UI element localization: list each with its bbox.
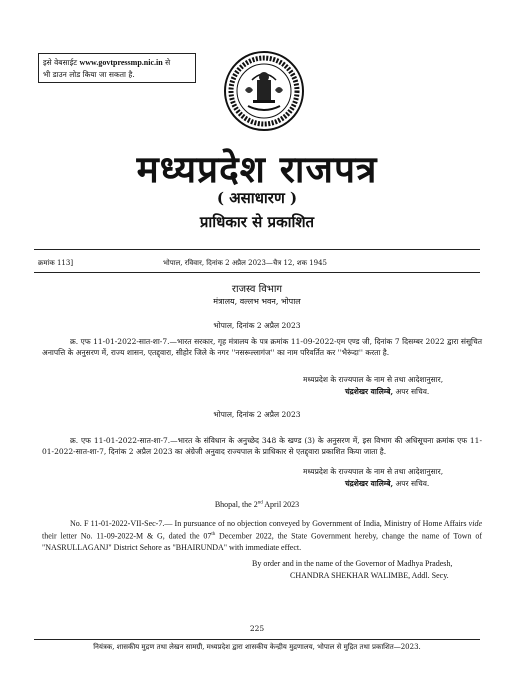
notice2-sign-line: मध्यप्रदेश के राज्यपाल के नाम से तथा आदेशानुसार, xyxy=(303,467,444,476)
state-emblem-icon xyxy=(223,50,305,132)
english-body-a: No. F 11-01-2022-VII-Sec-7.— In pursuance of no objection conveyed by Government of India, Ministry of Home Affairs xyxy=(70,519,469,528)
notice2-date: भोपाल, दिनांक 2 अप्रैल 2023 xyxy=(213,410,301,419)
notice2-body: क्र. एफ 11-01-2022-सात-शा-7.—भारत के संविधान के अनुच्छेद 348 के खण्ड (3) के अनुसरण में, इस विभाग की अधिसूचना क्रमांक एफ 11-01-2022-सात-शा-7, दिनांक 2 अप्रैल 2023 का अंग्रेजी अनुवाद राज्यपाल के प्राधिकार से एतद्द्वारा प्रकाशित किया जाता है. xyxy=(42,436,482,456)
department-address: मंत्रालय, वल्लभ भवन, भोपाल xyxy=(213,297,301,306)
department-name: राजस्व विभाग xyxy=(231,284,283,295)
notice2-signatory: चंद्रशेखर वालिम्बे, xyxy=(345,479,394,488)
website-notice xyxy=(38,53,196,83)
english-body-vide: vide xyxy=(468,519,482,528)
notice-prefix: इसे वेबसाईट xyxy=(43,58,78,67)
notice1-sign-line: मध्यप्रदेश के राज्यपाल के नाम से तथा आदेशानुसार, xyxy=(303,375,444,384)
english-signatory: CHANDRA SHEKHAR WALIMBE, Addl. Secy. xyxy=(290,571,449,580)
english-body-c: December 2022, the State Government hereby, change the name of Town of "NASRULLAGANJ" District Sehore as "BHAIRUNDA" with immediate effect. xyxy=(42,531,482,552)
notice1-date: भोपाल, दिनांक 2 अप्रैल 2023 xyxy=(213,321,301,330)
footer-divider xyxy=(34,639,480,640)
notice-line2: भी डाउन लोड किया जा सकता है. xyxy=(43,70,135,79)
page-number: 225 xyxy=(249,624,265,633)
english-body xyxy=(42,518,482,553)
issue-number: क्रमांक 113] xyxy=(38,259,74,267)
notice1-signatory: चंद्रशेखर वालिम्बे, xyxy=(345,387,394,396)
notice2-designation: अपर सचिव. xyxy=(395,479,430,488)
notice-suffix: से xyxy=(165,58,171,67)
footer-imprint: नियंत्रक, शासकीय मुद्रण तथा लेखन सामग्री, मध्यप्रदेश द्वारा शासकीय केन्द्रीय मुद्रणालय, भोपाल से मुद्रित तथा प्रकाशित—2023. xyxy=(93,643,421,651)
divider-bottom xyxy=(34,272,480,273)
issue-dateline: भोपाल, रविवार, दिनांक 2 अप्रैल 2023—चैत्र 12, शक 1945 xyxy=(163,259,327,267)
english-date xyxy=(0,500,514,509)
english-date-prefix: Bhopal, the 2 xyxy=(214,500,258,509)
notice1-body: क्र. एफ 11-01-2022-सात-शा-7.—भारत सरकार, गृह मंत्रालय के पत्र क्रमांक 11-09-2022-एम एण्ड जी, दिनांक 7 दिसम्बर 2022 द्वारा संसूचित अनापत्ति के अनुसरण में, राज्य शासन, एतद्द्वारा, सीहोर जिले के नगर ''नसरूल्लागंज'' का नाम परिवर्तित कर ''भैरूंदा'' करता है. xyxy=(42,337,482,357)
english-date-sup: nd xyxy=(257,500,263,506)
english-date-suffix: April 2023 xyxy=(262,500,300,509)
website-link[interactable]: www.govtpressmp.nic.in xyxy=(79,58,163,67)
authority-label: प्राधिकार से प्रकाशित xyxy=(199,213,315,231)
edition-label: ( असाधारण ) xyxy=(216,189,298,207)
notice1-designation: अपर सचिव. xyxy=(395,387,430,396)
english-body-sup: th xyxy=(211,532,216,537)
gazette-title: मध्यप्रदेश राजपत्र xyxy=(136,147,378,191)
english-body-b: their letter No. 11-09-2022-M & G, dated the 07 xyxy=(42,531,212,541)
english-sign-line: By order and in the name of the Governor of Madhya Pradesh, xyxy=(252,559,453,568)
divider-top xyxy=(34,249,480,250)
